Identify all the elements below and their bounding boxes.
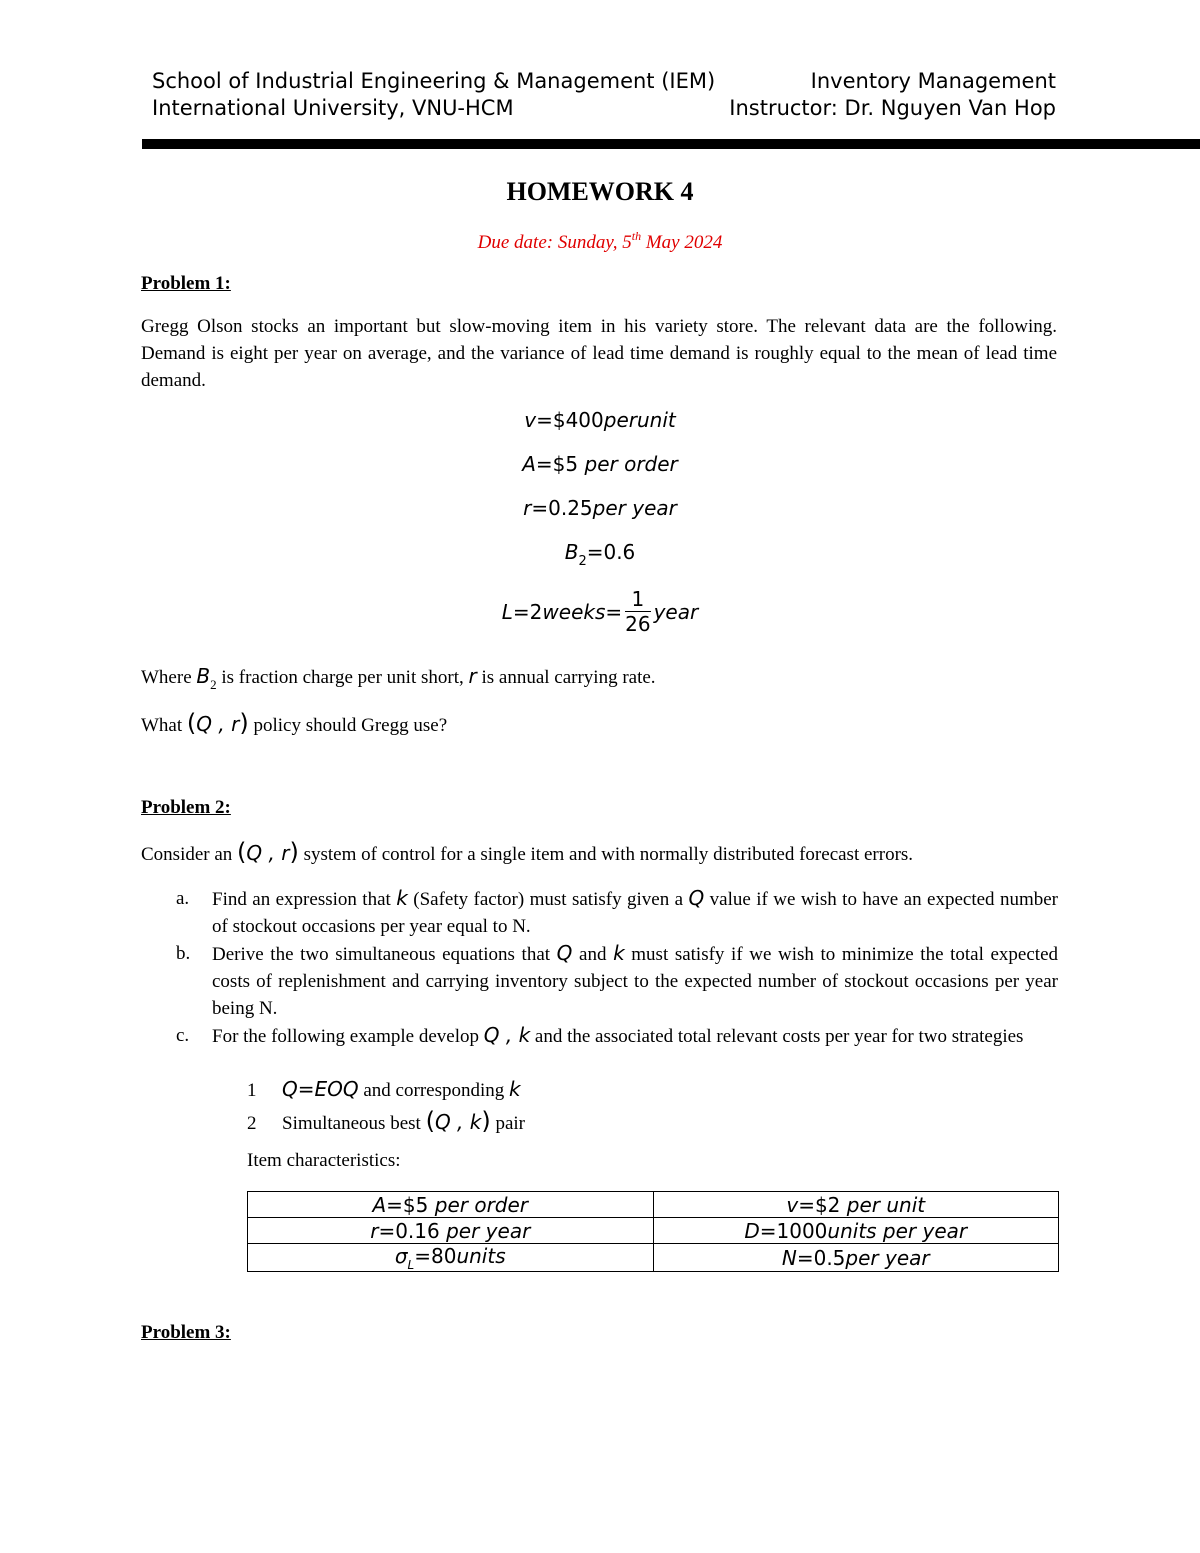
header-rule	[142, 139, 1200, 149]
equation-r: r=0.25per year	[523, 496, 677, 520]
table-cell: $\sigma_L=80units$	[248, 1244, 654, 1272]
course-name: Inventory Management	[810, 69, 1056, 93]
where-statement: Where $B_2$ is fraction charge per unit short, r is annual carrying rate.	[141, 664, 656, 692]
problem-2-intro: Consider an (Q , r) system of control for a single item and with normally distributed forecast errors.	[141, 838, 914, 866]
fraction: $\frac{1}{26}$	[625, 587, 651, 636]
table-cell: A=$5 per order	[248, 1192, 654, 1218]
page-header	[152, 68, 1056, 122]
strategy-item: 2 Simultaneous best (Q , k) pair	[247, 1107, 526, 1135]
page-title: HOMEWORK 4	[506, 177, 694, 206]
table-row	[248, 1244, 1059, 1272]
table-cell: r=0.16 per year	[248, 1218, 654, 1244]
table-cell: N=0.5per year	[653, 1244, 1059, 1272]
problem-1-question: What (Q , r) policy should Gregg use?	[141, 709, 448, 737]
equation-v: v=$400perunit	[524, 408, 676, 432]
problem-2-list	[176, 885, 1058, 1050]
instructor-name: Instructor: Dr. Nguyen Van Hop	[729, 96, 1056, 120]
item-characteristics-table	[247, 1191, 1059, 1272]
strategy-item: 1 Q=EOQ and corresponding k	[247, 1077, 521, 1101]
table-row	[248, 1192, 1059, 1218]
table-cell: D=1000units per year	[653, 1218, 1059, 1244]
problem-1-heading: Problem 1:	[141, 273, 231, 294]
problem-2-heading: Problem 2:	[141, 797, 231, 818]
strategy-list	[247, 1074, 525, 1139]
due-date: Due date: Sunday, 5th May 2024	[477, 229, 723, 253]
equation-a: A=$5 per order	[522, 452, 678, 476]
equation-lead-time: L=2weeks= $\frac{1}{26}$ year	[501, 587, 699, 636]
table-row	[248, 1218, 1059, 1244]
school-name: School of Industrial Engineering & Management (IEM)	[152, 69, 716, 93]
list-item: c. For the following example develop Q , k and the associated total relevant costs per year for two strategies	[176, 1023, 1024, 1047]
table-cell: v=$2 per unit	[653, 1192, 1059, 1218]
equation-b2: $B_2=0.6$	[564, 540, 636, 569]
problem-1-text: Gregg Olson stocks an important but slow-moving item in his variety store. The relevant data are the following. Demand is eight per year on average, and the variance of lead time demand is roughly equal to the mean of lead time demand.	[141, 316, 1057, 391]
list-item: b. Derive the two simultaneous equations that Q and k must satisfy if we wish to minimize the total expected costs of replenishment and carrying inventory subject to the expected number of stockout occasions per year being N.	[176, 941, 1059, 1019]
problem-3-heading: Problem 3:	[141, 1322, 231, 1343]
university-name: International University, VNU-HCM	[152, 96, 514, 120]
item-characteristics-label: Item characteristics:	[247, 1150, 401, 1171]
list-item: a. Find an expression that k (Safety factor) must satisfy given a Q value if we wish to have an expected number of stockout occasions per year equal to N.	[176, 886, 1058, 937]
